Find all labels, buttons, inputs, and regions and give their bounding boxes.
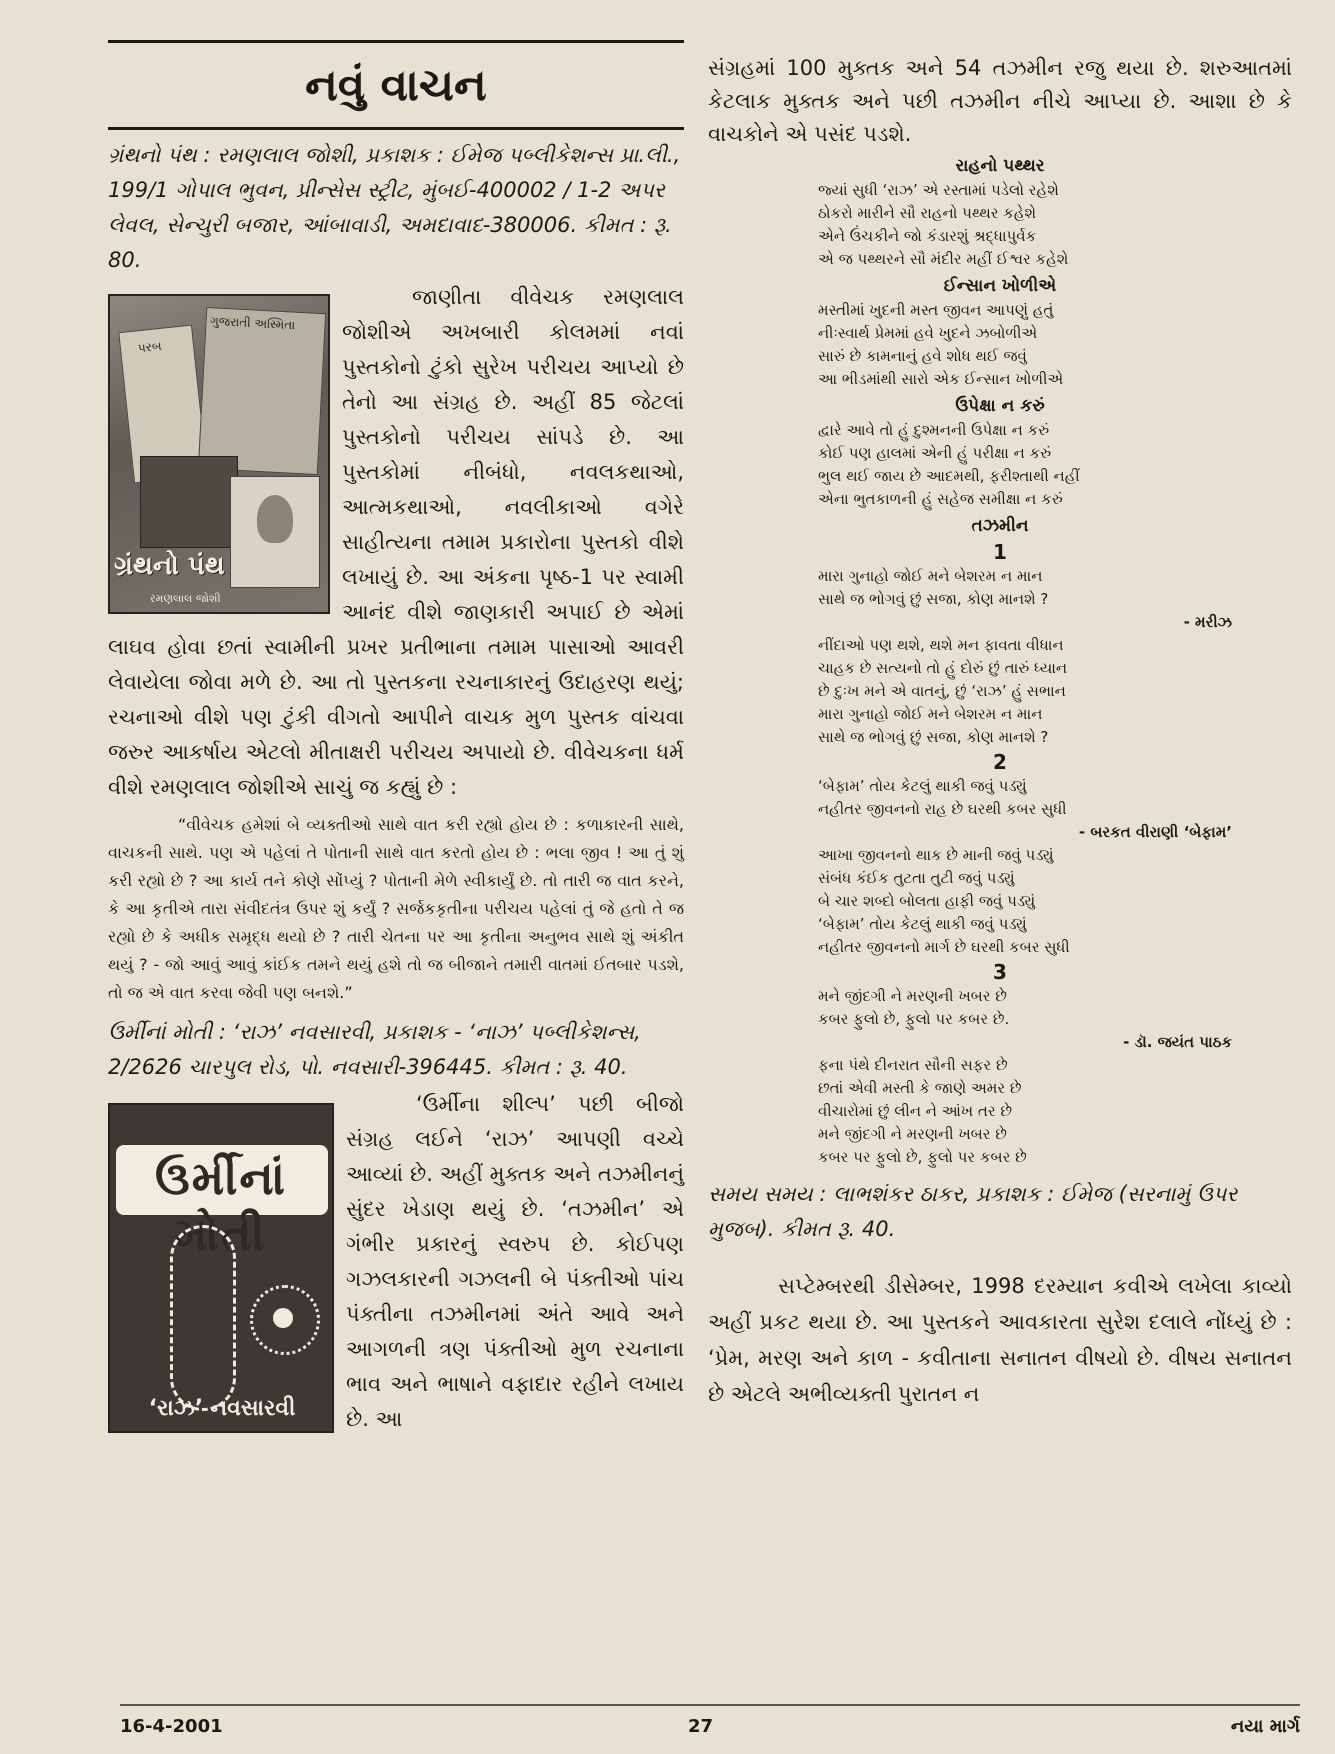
tazmeen-quote-line: ‘બેફામ’ તોય કેટલું થાકી જવું પડ્યું bbox=[818, 777, 1027, 795]
tazmeen-quote-author: - ડૉ. જયંત પાઠક bbox=[1123, 1033, 1232, 1051]
tazmeen-line: નીંદાઓ પણ થશે, થશે મન ફાવતા વીધાન bbox=[818, 636, 1064, 654]
review-1-body: જાણીતા વીવેચક રમણલાલ જોશીએ અખબારી કોલમમાં નવાં પુસ્તકોનો ટુંકો સુરેખ પરીચય આપ્યો છે તેનો આ સંગ્રહ છે. અહીં 85 જેટલાં પુસ્તકોનો પરીચય સાંપડે છે. આ પુસ્તકોમાં નીબંધો, નવલકથાઓ, આત્મકથાઓ, નવલીકાઓ વગેરે સાહીત્યના તમામ પ્રકારોના પુસ્તકો વીશે લખાયું છે. આ અંકના પૃષ્ઠ-1 પર સ્વામી આનંદ વીશે જાણકારી અપાઈ છે એમાં લાઘવ હોવા છતાં સ્વામીની પ્રખર પ્રતીભાના તમામ પાસાઓ આવરી લેવાયેલા જોવા મળે છે. આ તો પુસ્તકના રચનાકારનું ઉદાહરણ થયું; રચનાઓ વીશે પણ ટુંકી વીગતો આપીને વાચક મુળ પુસ્તક વાંચવા જરુર આકર્ષાય એટલો મીતાક્ષરી પરીચય અપાયો છે. વીવેચકના ધર્મ વીશે રમણલાલ જોશીએ સાચું જ કહ્યું છે : bbox=[108, 285, 684, 799]
poem-line: સારું છે કામનાનું હવે શોધ થઈ જવું bbox=[818, 347, 1027, 365]
issue-date: 16-4-2001 bbox=[120, 1716, 223, 1737]
tazmeen-line: નહીતર જીવનનો માર્ગ છે ઘરથી કબર સુધી bbox=[818, 938, 1070, 956]
tazmeen-line: છે દુઃખ મને એ વાતનું, છું ‘રાઝ’ હું સભાન bbox=[818, 682, 1066, 700]
tazmeen-quote-author: - મરીઝ bbox=[1183, 613, 1232, 631]
tazmeen-line: કબર પર ફુલો છે, ફુલો પર કબર છે bbox=[818, 1148, 1027, 1166]
footer-rule bbox=[120, 1704, 1300, 1706]
left-column bbox=[108, 40, 684, 1439]
poem-line: દ્વારે આવે તો હું દુશ્મનની ઉપેક્ષા ન કરું bbox=[818, 421, 1050, 439]
review-1-quote: “વીવેચક હમેશાં બે વ્યક્તીઓ સાથે વાત કરી રહ્યો હોય છે : કળાકારની સાથે, વાચકની સાથે. પણ એ પહેલાં તે પોતાની સાથે વાત કરતો હોય છે : ભલા જીવ ! આ તું શું કરી રહ્યો છે ? આ કાર્ય તને કોણે સોંપ્યું ? પોતાની મેળે સ્વીકાર્યું છે. તો તારી જ વાત કરને, કે આ કૃતીએ તારા સંવીદતંત્ર ઉપર શું કર્યું ? સર્જકકૃતીના પરીચય પહેલાં તું જે હતો તે જ રહ્યો છે કે અધીક સમૃદ્ધ થયો છે ? તારી ચેતના પર આ કૃતીના અનુભવ સાથે શું અંકીત થયું ? - જો આવું આવું કાંઈક તમને થયું હશે તો જ બીજાને તમારી વાતમાં ઈતબાર પડશે, તો જ એ વાત કરવા જેવી પણ બનશે.” bbox=[108, 815, 684, 1002]
book-cover-granthno-panth bbox=[108, 294, 330, 614]
tazmeen-line: ચાહક છે સત્યનો તો હું દોરું છું તારું ધ્યાન bbox=[818, 659, 1068, 677]
poem-line: કોઈ પણ હાલમાં એની હું પરીક્ષા ન કરું bbox=[818, 444, 1052, 462]
cover-swirl-decoration bbox=[170, 1225, 236, 1411]
poem-line: ઠોકરો મારીને સૌ રાહનો પથ્થર કહેશે bbox=[818, 204, 1037, 222]
cover-book-shape bbox=[198, 307, 326, 475]
cover-portrait bbox=[230, 476, 320, 588]
review-3-citation: સમય સમય : લાભશંકર ઠાકર, પ્રકાશક : ઈમેજ (સરનામું ઉપર મુજબ). કીમત રૂ. 40. bbox=[708, 1182, 1238, 1241]
review-1-citation: ગ્રંથનો પંથ : રમણલાલ જોશી, પ્રકાશક : ઈમેજ પબ્લીકેશન્સ પ્રા.લી., 199/1 ગોપાલ ભુવન, પ્રીન્સેસ સ્ટ્રીટ, મુંબઈ-400002 / 1-2 અપર લેવલ, સેન્ચુરી બજાર, આંબાવાડી, અમદાવાદ-380006. કીમત : રૂ. 80. bbox=[108, 143, 681, 272]
poem bbox=[708, 273, 1292, 391]
tazmeen-line: આખા જીવનનો થાક છે માની જવું પડ્યું bbox=[818, 846, 1054, 864]
poem-line: જ્યાં સુધી ‘રાઝ’ એ રસ્તામાં પડેલો રહેશે bbox=[818, 181, 1059, 199]
poem-title: ઈન્સાન ખોળીએ bbox=[943, 276, 1057, 296]
heading-rule-top bbox=[108, 40, 684, 43]
tazmeen-line: મને જીંદગી ને મરણની ખબર છે bbox=[818, 1125, 1007, 1143]
tazmeen-line: સંબંધ કંઈક તુટતા તુટી જવું પડ્યું bbox=[818, 869, 1015, 887]
section-heading: નવું વાચન bbox=[305, 60, 487, 111]
poem-line: નીઃસ્વાર્થ પ્રેમમાં હવે ખુદને ઝબોળીએ bbox=[818, 324, 1038, 342]
heading-rule-bottom bbox=[108, 127, 684, 130]
tazmeen-line: વીચારોમાં છું લીન ને આંખ તર છે bbox=[818, 1102, 1012, 1120]
right-column bbox=[708, 52, 1292, 1433]
poem-line: આ ભીડમાંથી સારો એક ઈન્સાન ખોળીએ bbox=[818, 370, 1064, 388]
poem-line: એ જ પથ્થરને સૌ મંદીર મહીં ઈશ્વર કહેશે bbox=[818, 250, 1069, 268]
book-cover-urmina-moti bbox=[108, 1103, 334, 1433]
tazmeen-quote-author: - બરકત વીરાણી ‘બેફામ’ bbox=[1078, 823, 1232, 841]
review-2-body: ‘ઉર્મીના શીલ્પ’ પછી બીજો સંગ્રહ લઈને ‘રાઝ’ આપણી વચ્ચે આવ્યાં છે. અહીં મુક્તક અને તઝમીનનું સુંદર ખેડાણ થયું છે. ‘તઝમીન’ એ ગંભીર પ્રકારનું સ્વરુપ છે. કોઈપણ ગઝલકારની ગઝલની બે પંક્તીઓ પાંચ પંક્તીના તઝમીનમાં અંતે આવે અને આગળની ત્રણ પંક્તીઓ મુળ રચનાના ભાવ અને ભાષાને વફાદાર રહીને લખાય છે. આ bbox=[346, 1092, 684, 1431]
cover-author: રમણલાલ જોશી bbox=[150, 592, 221, 605]
review-3-body: સપ્ટેમ્બરથી ડીસેમ્બર, 1998 દરમ્યાન કવીએ લખેલા કાવ્યો અહીં પ્રકટ થયા છે. આ પુસ્તકને આવકારતા સુરેશ દલાલે નોંધ્યું છે : ‘પ્રેમ, મરણ અને કાળ - કવીતાના સનાતન વીષયો છે. વીષય સનાતન છે એટલે અભીવ્યક્તી પુરાતન ન bbox=[708, 1274, 1292, 1406]
review-2 bbox=[108, 1087, 684, 1437]
poem-title: ઉપેક્ષા ન કરું bbox=[955, 396, 1045, 416]
page-footer bbox=[120, 1716, 1300, 1746]
review-2-citation: ઉર્મીનાં મોતી : ‘રાઝ’ નવસારવી, પ્રકાશક - ‘નાઝ’ પબ્લીકેશન્સ, 2/2626 ચારપુલ રોડ, પો. નવસારી-396445. કીમત : રૂ. 40. bbox=[108, 1020, 641, 1079]
tazmeen-quote-line: મારા ગુનાહો જોઈ મને બેશરમ ન માન bbox=[818, 567, 1043, 585]
tazmeen-line: સાથે જ ભોગવું છું સજા, કોણ માનશે ? bbox=[818, 728, 1049, 746]
magazine-name: નયા માર્ગ bbox=[1230, 1716, 1300, 1737]
poem-line: એને ઉંચકીને જો કંડારશું શ્રદ્ધાપુર્વક bbox=[818, 227, 1037, 245]
tazmeen-3 bbox=[708, 959, 1292, 1169]
tazmeen-quote-line: મને જીંદગી ને મરણની ખબર છે bbox=[818, 987, 1007, 1005]
cover-flower-decoration bbox=[250, 1285, 320, 1355]
tazmeen-line: મારા ગુનાહો જોઈ મને બેશરમ ન માન bbox=[818, 705, 1043, 723]
tazmeen-heading: તઝમીન bbox=[971, 516, 1029, 536]
tazmeen-1 bbox=[708, 539, 1292, 749]
poem-line: એના ભુતકાળની હું સહેજ સમીક્ષા ન કરું bbox=[818, 490, 1063, 508]
page-number: 27 bbox=[688, 1716, 714, 1737]
cover-title: ઉર્મીનાં મોતી bbox=[155, 1151, 287, 1261]
tazmeen-number: 2 bbox=[993, 750, 1007, 774]
poem bbox=[708, 393, 1292, 511]
tazmeen-line: બે ચાર શબ્દો બોલતા હાફી જવું પડ્યું bbox=[818, 892, 1036, 910]
tazmeen-line: ફના પંથે દીનરાત સૌની સફર છે bbox=[818, 1056, 1008, 1074]
poem-title: રાહનો પથ્થર bbox=[955, 156, 1045, 176]
cover-author: ‘રાઝ’ નવસારવી bbox=[148, 1396, 296, 1421]
tazmeen-line: છતાં એવી મસ્તી કે જાણે અમર છે bbox=[818, 1079, 1022, 1097]
tazmeen-quote-line: કબર ફુલો છે, ફુલો પર કબર છે. bbox=[818, 1010, 1010, 1028]
cover-small-text: ગુજરાતી અસ્મિતા bbox=[209, 313, 296, 333]
tazmeen-2 bbox=[708, 749, 1292, 959]
poem bbox=[708, 153, 1292, 271]
tazmeen-quote-line: સાથે જ ભોગવું છું સજા, કોણ માનશે ? bbox=[818, 590, 1049, 608]
tazmeen-number: 3 bbox=[993, 960, 1007, 984]
cover-small-text: પરબ bbox=[137, 338, 163, 356]
cover-title: ગ્રંથનો પંથ bbox=[114, 551, 225, 581]
poem-line: ભુલ થઈ જાય છે આદમથી, ફરીશ્તાથી નહીં bbox=[818, 467, 1080, 485]
review-2-continued: સંગ્રહમાં 100 મુક્તક અને 54 તઝમીન રજુ થયા છે. શરુઆતમાં કેટલાક મુક્તક અને પછી તઝમીન નીચે આપ્યા છે. આશા છે કે વાચકોને એ પસંદ પડશે. bbox=[708, 56, 1292, 146]
tazmeen-quote-line: નહીતર જીવનનો રાહ છે ઘરથી કબર સુધી bbox=[818, 800, 1067, 818]
cover-book-shape bbox=[140, 456, 238, 548]
review-1 bbox=[108, 280, 684, 1007]
poem-line: મસ્તીમાં ખુદની મસ્ત જીવન આપણું હતું bbox=[818, 301, 1054, 319]
tazmeen-line: ‘બેફામ’ તોય કેટલું થાકી જવું પડ્યું bbox=[818, 915, 1027, 933]
tazmeen-number: 1 bbox=[993, 540, 1007, 564]
